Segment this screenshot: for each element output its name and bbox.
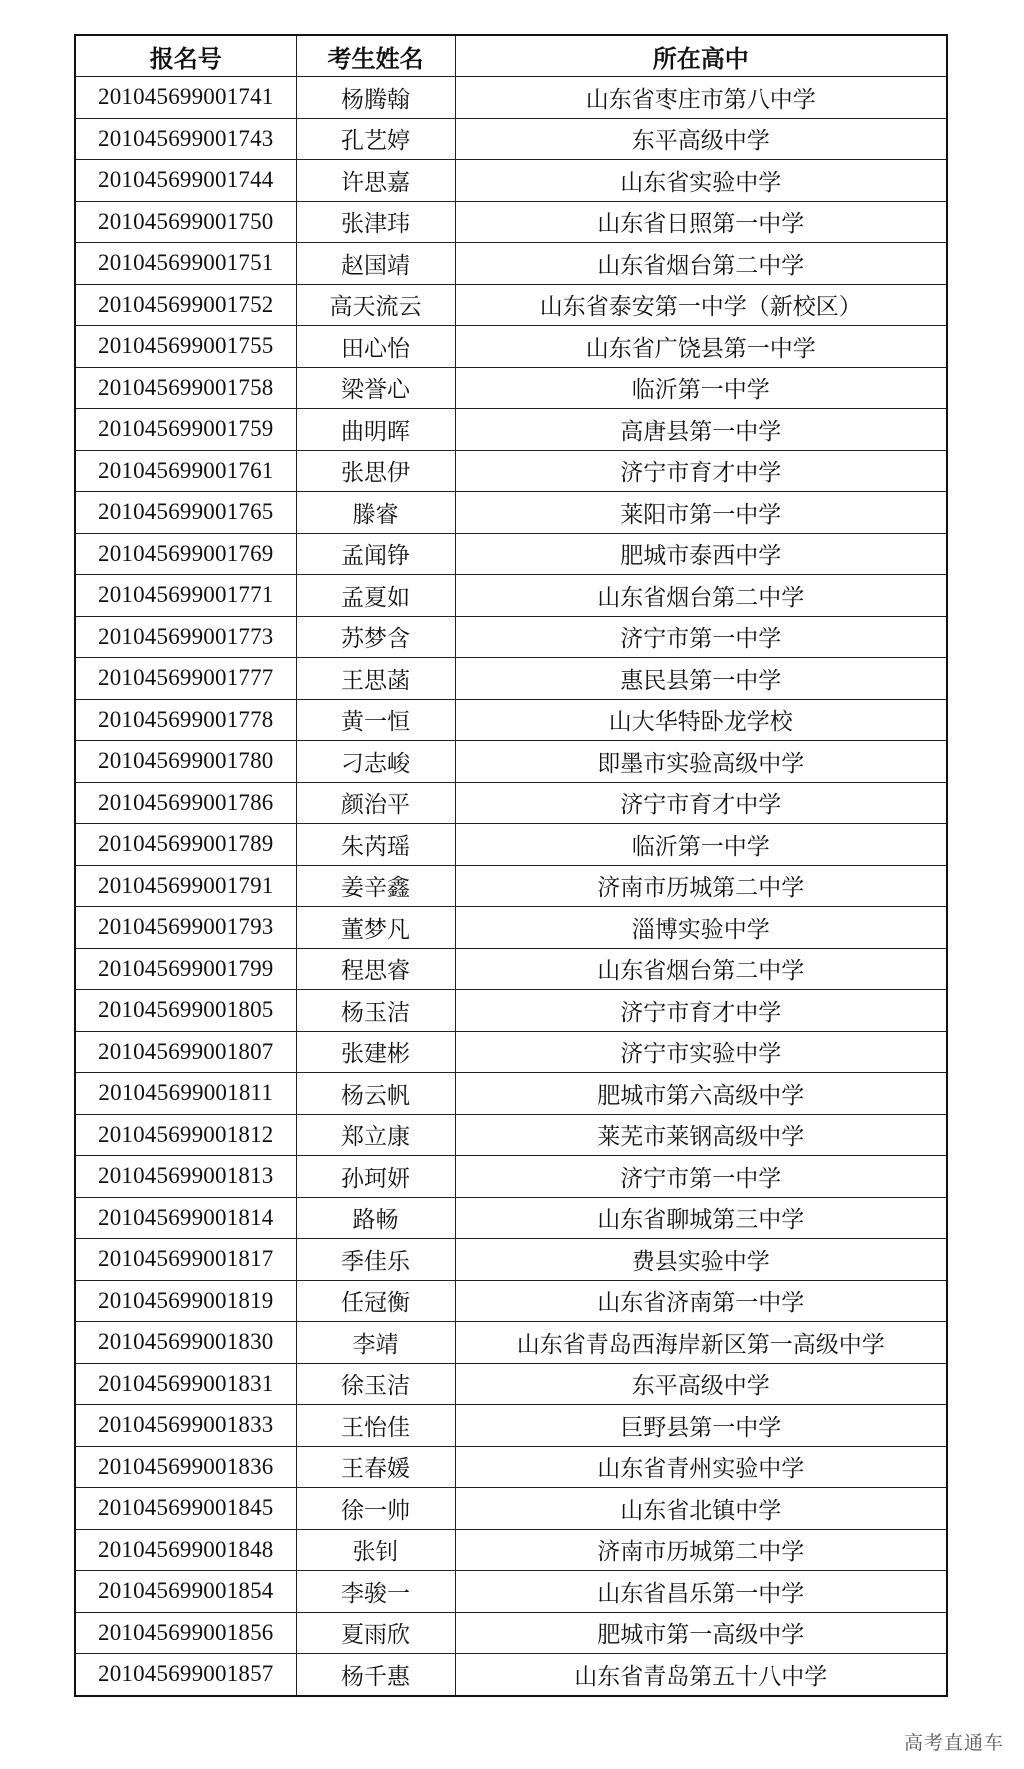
table-row (75, 741, 947, 783)
admission-list-table (74, 34, 948, 1697)
cell-registration-number: 201045699001845 (75, 1488, 296, 1530)
cell-registration-number: 201045699001786 (75, 782, 296, 824)
cell-registration-number: 201045699001812 (75, 1114, 296, 1156)
cell-registration-number: 201045699001752 (75, 284, 296, 326)
cell-registration-number: 201045699001811 (75, 1073, 296, 1115)
table-row (75, 533, 947, 575)
cell-high-school: 山东省烟台第二中学 (455, 948, 947, 990)
cell-registration-number: 201045699001793 (75, 907, 296, 949)
cell-high-school: 东平高级中学 (455, 1363, 947, 1405)
cell-high-school: 山东省实验中学 (455, 160, 947, 202)
cell-student-name: 高天流云 (296, 284, 455, 326)
cell-student-name: 曲明晖 (296, 409, 455, 451)
table-row (75, 782, 947, 824)
cell-student-name: 苏梦含 (296, 616, 455, 658)
cell-student-name: 张津玮 (296, 201, 455, 243)
table-row (75, 118, 947, 160)
cell-high-school: 山大华特卧龙学校 (455, 699, 947, 741)
cell-registration-number: 201045699001807 (75, 1031, 296, 1073)
cell-student-name: 孟夏如 (296, 575, 455, 617)
table-row (75, 824, 947, 866)
table-row (75, 1446, 947, 1488)
cell-high-school: 济宁市实验中学 (455, 1031, 947, 1073)
cell-student-name: 朱芮瑶 (296, 824, 455, 866)
cell-high-school: 山东省青岛西海岸新区第一高级中学 (455, 1322, 947, 1364)
cell-high-school: 肥城市泰西中学 (455, 533, 947, 575)
cell-registration-number: 201045699001854 (75, 1571, 296, 1613)
table-row (75, 326, 947, 368)
cell-registration-number: 201045699001856 (75, 1612, 296, 1654)
cell-high-school: 济宁市第一中学 (455, 616, 947, 658)
cell-student-name: 郑立康 (296, 1114, 455, 1156)
cell-high-school: 高唐县第一中学 (455, 409, 947, 451)
table-row (75, 160, 947, 202)
cell-high-school: 山东省青州实验中学 (455, 1446, 947, 1488)
cell-registration-number: 201045699001831 (75, 1363, 296, 1405)
cell-student-name: 张思伊 (296, 450, 455, 492)
cell-registration-number: 201045699001744 (75, 160, 296, 202)
cell-registration-number: 201045699001759 (75, 409, 296, 451)
cell-registration-number: 201045699001857 (75, 1654, 296, 1696)
cell-registration-number: 201045699001771 (75, 575, 296, 617)
table-row (75, 907, 947, 949)
cell-student-name: 杨千惠 (296, 1654, 455, 1696)
cell-student-name: 王思菡 (296, 658, 455, 700)
cell-high-school: 临沂第一中学 (455, 367, 947, 409)
table-row (75, 990, 947, 1032)
cell-high-school: 山东省日照第一中学 (455, 201, 947, 243)
table-row (75, 699, 947, 741)
cell-high-school: 济宁市第一中学 (455, 1156, 947, 1198)
cell-registration-number: 201045699001741 (75, 77, 296, 119)
cell-high-school: 淄博实验中学 (455, 907, 947, 949)
cell-high-school: 济南市历城第二中学 (455, 865, 947, 907)
cell-high-school: 肥城市第六高级中学 (455, 1073, 947, 1115)
cell-student-name: 孟闻铮 (296, 533, 455, 575)
cell-student-name: 程思睿 (296, 948, 455, 990)
cell-registration-number: 201045699001761 (75, 450, 296, 492)
watermark-label: 高考直通车 (903, 1732, 1004, 1754)
cell-registration-number: 201045699001791 (75, 865, 296, 907)
table-row (75, 1322, 947, 1364)
cell-high-school: 山东省烟台第二中学 (455, 243, 947, 285)
cell-registration-number: 201045699001836 (75, 1446, 296, 1488)
cell-student-name: 颜治平 (296, 782, 455, 824)
cell-registration-number: 201045699001780 (75, 741, 296, 783)
cell-student-name: 梁誉心 (296, 367, 455, 409)
cell-high-school: 山东省昌乐第一中学 (455, 1571, 947, 1613)
cell-high-school: 山东省青岛第五十八中学 (455, 1654, 947, 1696)
table-row (75, 1488, 947, 1530)
cell-registration-number: 201045699001813 (75, 1156, 296, 1198)
table-row (75, 1031, 947, 1073)
cell-student-name: 姜辛鑫 (296, 865, 455, 907)
cell-high-school: 莱阳市第一中学 (455, 492, 947, 534)
cell-student-name: 孙珂妍 (296, 1156, 455, 1198)
cell-high-school: 东平高级中学 (455, 118, 947, 160)
cell-registration-number: 201045699001750 (75, 201, 296, 243)
cell-student-name: 张钊 (296, 1529, 455, 1571)
cell-registration-number: 201045699001755 (75, 326, 296, 368)
cell-high-school: 山东省济南第一中学 (455, 1280, 947, 1322)
header-high-school: 所在高中 (455, 35, 947, 77)
table-row (75, 948, 947, 990)
cell-student-name: 任冠衡 (296, 1280, 455, 1322)
cell-high-school: 山东省烟台第二中学 (455, 575, 947, 617)
table-row (75, 492, 947, 534)
cell-high-school: 莱芜市莱钢高级中学 (455, 1114, 947, 1156)
cell-student-name: 王怡佳 (296, 1405, 455, 1447)
table-row (75, 1529, 947, 1571)
table-row (75, 865, 947, 907)
table-row (75, 1156, 947, 1198)
cell-registration-number: 201045699001817 (75, 1239, 296, 1281)
table-row (75, 1280, 947, 1322)
cell-student-name: 杨云帆 (296, 1073, 455, 1115)
table-row (75, 1114, 947, 1156)
cell-student-name: 杨玉洁 (296, 990, 455, 1032)
cell-student-name: 徐玉洁 (296, 1363, 455, 1405)
table-row (75, 1405, 947, 1447)
cell-student-name: 滕睿 (296, 492, 455, 534)
cell-student-name: 孔艺婷 (296, 118, 455, 160)
table-row (75, 450, 947, 492)
cell-high-school: 巨野县第一中学 (455, 1405, 947, 1447)
table-row (75, 284, 947, 326)
cell-registration-number: 201045699001819 (75, 1280, 296, 1322)
cell-student-name: 张建彬 (296, 1031, 455, 1073)
table-header-row (75, 35, 947, 77)
table-row (75, 367, 947, 409)
cell-student-name: 田心怡 (296, 326, 455, 368)
table-row (75, 1239, 947, 1281)
cell-high-school: 山东省北镇中学 (455, 1488, 947, 1530)
cell-registration-number: 201045699001743 (75, 118, 296, 160)
table-row (75, 1571, 947, 1613)
cell-student-name: 季佳乐 (296, 1239, 455, 1281)
cell-registration-number: 201045699001765 (75, 492, 296, 534)
cell-high-school: 临沂第一中学 (455, 824, 947, 866)
cell-registration-number: 201045699001814 (75, 1197, 296, 1239)
cell-high-school: 济宁市育才中学 (455, 450, 947, 492)
cell-registration-number: 201045699001751 (75, 243, 296, 285)
table-row (75, 658, 947, 700)
table-row (75, 616, 947, 658)
cell-high-school: 山东省聊城第三中学 (455, 1197, 947, 1239)
cell-student-name: 王春媛 (296, 1446, 455, 1488)
cell-student-name: 赵国靖 (296, 243, 455, 285)
cell-registration-number: 201045699001758 (75, 367, 296, 409)
cell-registration-number: 201045699001805 (75, 990, 296, 1032)
table-row (75, 77, 947, 119)
cell-high-school: 即墨市实验高级中学 (455, 741, 947, 783)
cell-high-school: 山东省枣庄市第八中学 (455, 77, 947, 119)
header-registration-number: 报名号 (75, 35, 296, 77)
cell-high-school: 山东省泰安第一中学（新校区） (455, 284, 947, 326)
cell-high-school: 费县实验中学 (455, 1239, 947, 1281)
cell-registration-number: 201045699001848 (75, 1529, 296, 1571)
cell-student-name: 许思嘉 (296, 160, 455, 202)
table-row (75, 1654, 947, 1696)
cell-student-name: 董梦凡 (296, 907, 455, 949)
table-row (75, 243, 947, 285)
cell-student-name: 李骏一 (296, 1571, 455, 1613)
table-row (75, 409, 947, 451)
cell-student-name: 刁志峻 (296, 741, 455, 783)
cell-registration-number: 201045699001789 (75, 824, 296, 866)
table-row (75, 1073, 947, 1115)
cell-student-name: 李靖 (296, 1322, 455, 1364)
cell-high-school: 济宁市育才中学 (455, 782, 947, 824)
cell-high-school: 山东省广饶县第一中学 (455, 326, 947, 368)
table-row (75, 1612, 947, 1654)
cell-student-name: 徐一帅 (296, 1488, 455, 1530)
cell-high-school: 肥城市第一高级中学 (455, 1612, 947, 1654)
cell-high-school: 惠民县第一中学 (455, 658, 947, 700)
cell-registration-number: 201045699001833 (75, 1405, 296, 1447)
header-student-name: 考生姓名 (296, 35, 455, 77)
table-row (75, 201, 947, 243)
cell-student-name: 黄一恒 (296, 699, 455, 741)
table-row (75, 1197, 947, 1239)
table-row (75, 575, 947, 617)
cell-high-school: 济宁市育才中学 (455, 990, 947, 1032)
cell-registration-number: 201045699001777 (75, 658, 296, 700)
cell-high-school: 济南市历城第二中学 (455, 1529, 947, 1571)
cell-registration-number: 201045699001830 (75, 1322, 296, 1364)
cell-registration-number: 201045699001773 (75, 616, 296, 658)
cell-student-name: 路畅 (296, 1197, 455, 1239)
table-body (75, 77, 947, 1696)
cell-student-name: 杨腾翰 (296, 77, 455, 119)
cell-registration-number: 201045699001799 (75, 948, 296, 990)
cell-registration-number: 201045699001778 (75, 699, 296, 741)
cell-registration-number: 201045699001769 (75, 533, 296, 575)
cell-student-name: 夏雨欣 (296, 1612, 455, 1654)
table-row (75, 1363, 947, 1405)
